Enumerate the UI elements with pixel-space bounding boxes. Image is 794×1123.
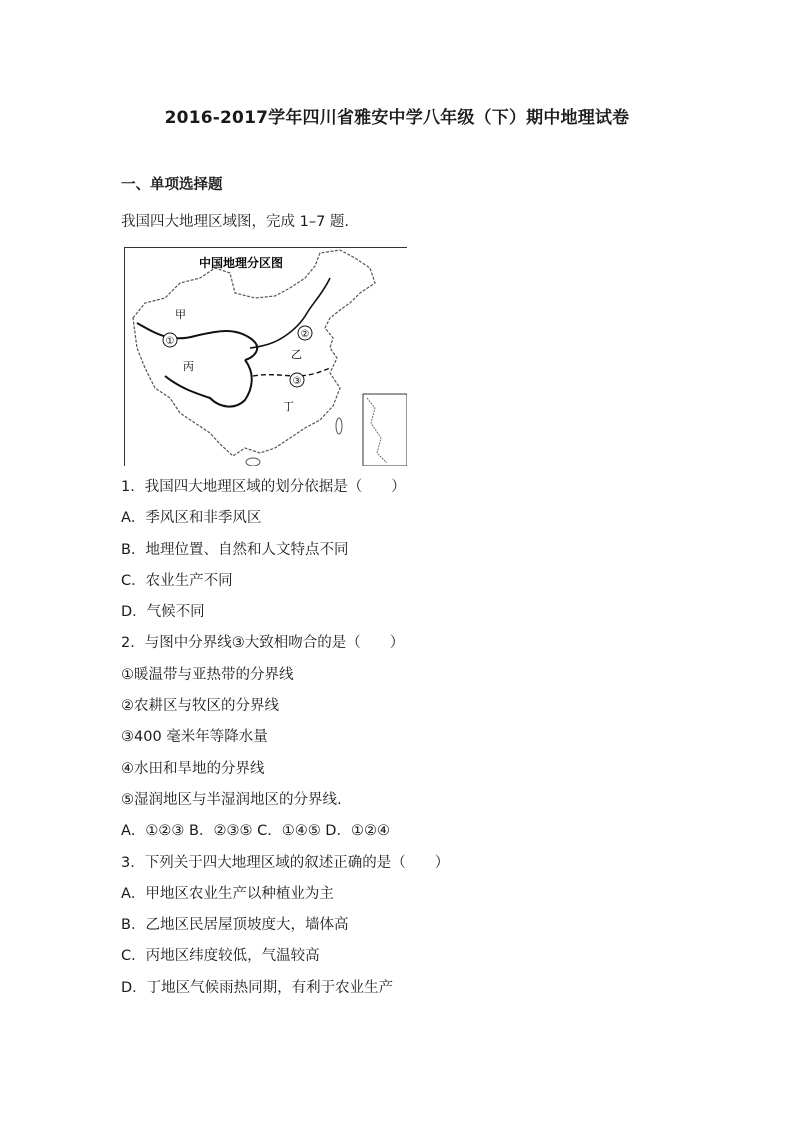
- boundary-line-1: [137, 323, 257, 360]
- question-1-option-b: B．地理位置、自然和人文特点不同: [121, 541, 349, 558]
- page-title: 2016-2017学年四川省雅安中学八年级（下）期中地理试卷: [164, 108, 630, 128]
- boundary-line-bing: [165, 360, 252, 407]
- boundary-number-2: ②: [300, 329, 310, 340]
- taiwan-island: [336, 418, 342, 434]
- question-3-option-a: A．甲地区农业生产以种植业为主: [121, 885, 334, 902]
- hainan-island: [246, 458, 260, 466]
- boundary-number-3: ③: [292, 376, 302, 387]
- region-label-jia: 甲: [175, 308, 186, 321]
- question-2-statement-2: ②农耕区与牧区的分界线: [121, 698, 279, 715]
- map-title: 中国地理分区图: [199, 256, 284, 270]
- question-3-stem: 3．下列关于四大地理区域的叙述正确的是（ ）: [121, 854, 450, 871]
- question-list: [121, 475, 681, 1007]
- question-3-option-d: D．丁地区气候雨热同期，有利于农业生产: [121, 979, 394, 996]
- question-intro: 我国四大地理区域图，完成 1–7 题.: [121, 214, 350, 230]
- boundary-number-1: ①: [165, 336, 175, 347]
- south-sea-inset: [363, 394, 407, 466]
- question-3-option-b: B．乙地区民居屋顶坡度大，墙体高: [121, 917, 349, 934]
- map-figure: [125, 248, 407, 466]
- question-2-options: A．①②③ B．②③⑤ C．①④⑤ D．①②④: [121, 823, 390, 840]
- question-2-statement-5: ⑤湿润地区与半湿润地区的分界线.: [121, 791, 342, 808]
- question-1-option-d: D．气候不同: [121, 604, 205, 621]
- region-label-yi: 乙: [291, 348, 302, 361]
- china-outline: [133, 250, 375, 456]
- question-2-statement-1: ①暖温带与亚热带的分界线: [121, 666, 294, 683]
- question-1-option-c: C．农业生产不同: [121, 572, 233, 589]
- question-1-option-a: A．季风区和非季风区: [121, 510, 262, 527]
- question-2-statement-3: ③400 毫米年等降水量: [121, 729, 268, 746]
- china-region-map: [124, 247, 407, 466]
- question-2-stem: 2．与图中分界线③大致相吻合的是（ ）: [121, 635, 405, 652]
- section-heading: 一、单项选择题: [121, 177, 223, 193]
- boundary-line-3: [253, 368, 330, 376]
- region-label-ding: 丁: [283, 400, 294, 413]
- question-3-option-c: C．丙地区纬度较低，气温较高: [121, 948, 320, 965]
- region-label-bing: 丙: [183, 360, 194, 373]
- question-1-stem: 1．我国四大地理区域的划分依据是（ ）: [121, 479, 406, 495]
- question-2-statement-4: ④水田和旱地的分界线: [121, 760, 265, 777]
